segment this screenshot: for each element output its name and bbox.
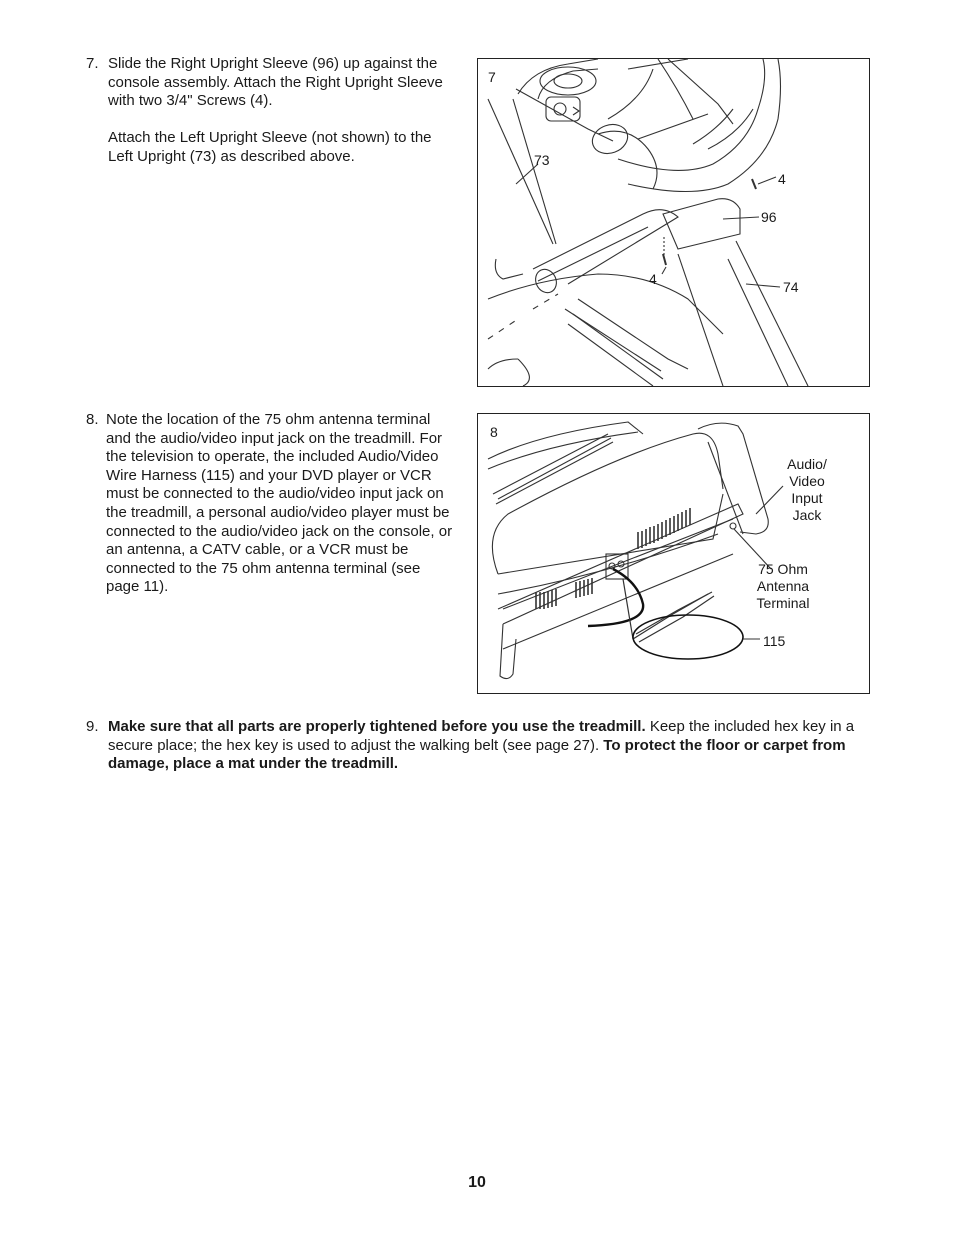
callout-74: 74: [783, 279, 799, 295]
callout-antenna-line-3: Terminal: [756, 595, 810, 611]
figure-7-number: 7: [488, 69, 496, 85]
callout-audio-video-input-jack: [780, 456, 834, 524]
step-7-paragraph-1: Slide the Right Upright Sleeve (96) up against the console assembly. Attach the Right Upright Sleeve with two 3/4" Screws (4).: [108, 55, 443, 110]
step-8-text: [106, 411, 456, 597]
step-9-bold-floor-note: To protect the floor or carpet from damage, place a mat under the treadmill.: [108, 736, 846, 773]
figure-8-number: 8: [490, 424, 498, 440]
callout-antenna-line-2: Antenna: [756, 578, 810, 594]
callout-4-bottom: 4: [649, 271, 657, 287]
step-9-bold-warning: Make sure that all parts are properly tightened before you use the treadmill.: [108, 718, 646, 735]
callout-4-top: 4: [778, 171, 786, 187]
callout-av-line-3: Input: [791, 490, 823, 506]
step-7-number: 7.: [86, 55, 99, 72]
step-7-paragraph-2: Attach the Left Upright Sleeve (not shown) to the Left Upright (73) as described above.: [108, 129, 432, 165]
step-9-normal-text: Keep the included hex key in a secure place; the hex key is used to adjust the walking belt (see page 27).: [108, 718, 855, 754]
callout-115: 115: [763, 633, 786, 649]
callout-antenna-line-1: 75 Ohm: [758, 561, 808, 577]
callout-av-line-4: Jack: [792, 507, 822, 523]
step-8-paragraph: Note the location of the 75 ohm antenna terminal and the audio/video input jack on the treadmill. For the television to operate, the included Audio/Video Wire Harness (115) and your DVD player or VCR must be connected to the audio/video input jack on the treadmill, a personal audio/video player must be connected to the audio/video jack on the console, or an antenna, a CATV cable, or a VCR must be connected to the 75 ohm antenna terminal (see page 11).: [106, 411, 453, 596]
figure-7: [477, 58, 870, 387]
callout-75-ohm-antenna-terminal: [748, 561, 818, 612]
callout-96: 96: [761, 209, 777, 225]
callout-av-line-2: Video: [789, 473, 825, 489]
callout-73: 73: [534, 152, 550, 168]
step-9-number: 9.: [86, 718, 99, 735]
callout-av-line-1: Audio/: [787, 456, 827, 472]
page-number: 10: [468, 1174, 486, 1191]
step-9-text: [108, 718, 873, 774]
figure-7-illustration: [478, 59, 869, 386]
figure-8: [477, 413, 870, 694]
step-8-number: 8.: [86, 411, 99, 428]
step-9-paragraph: [108, 718, 873, 774]
step-7-text: [108, 55, 453, 167]
